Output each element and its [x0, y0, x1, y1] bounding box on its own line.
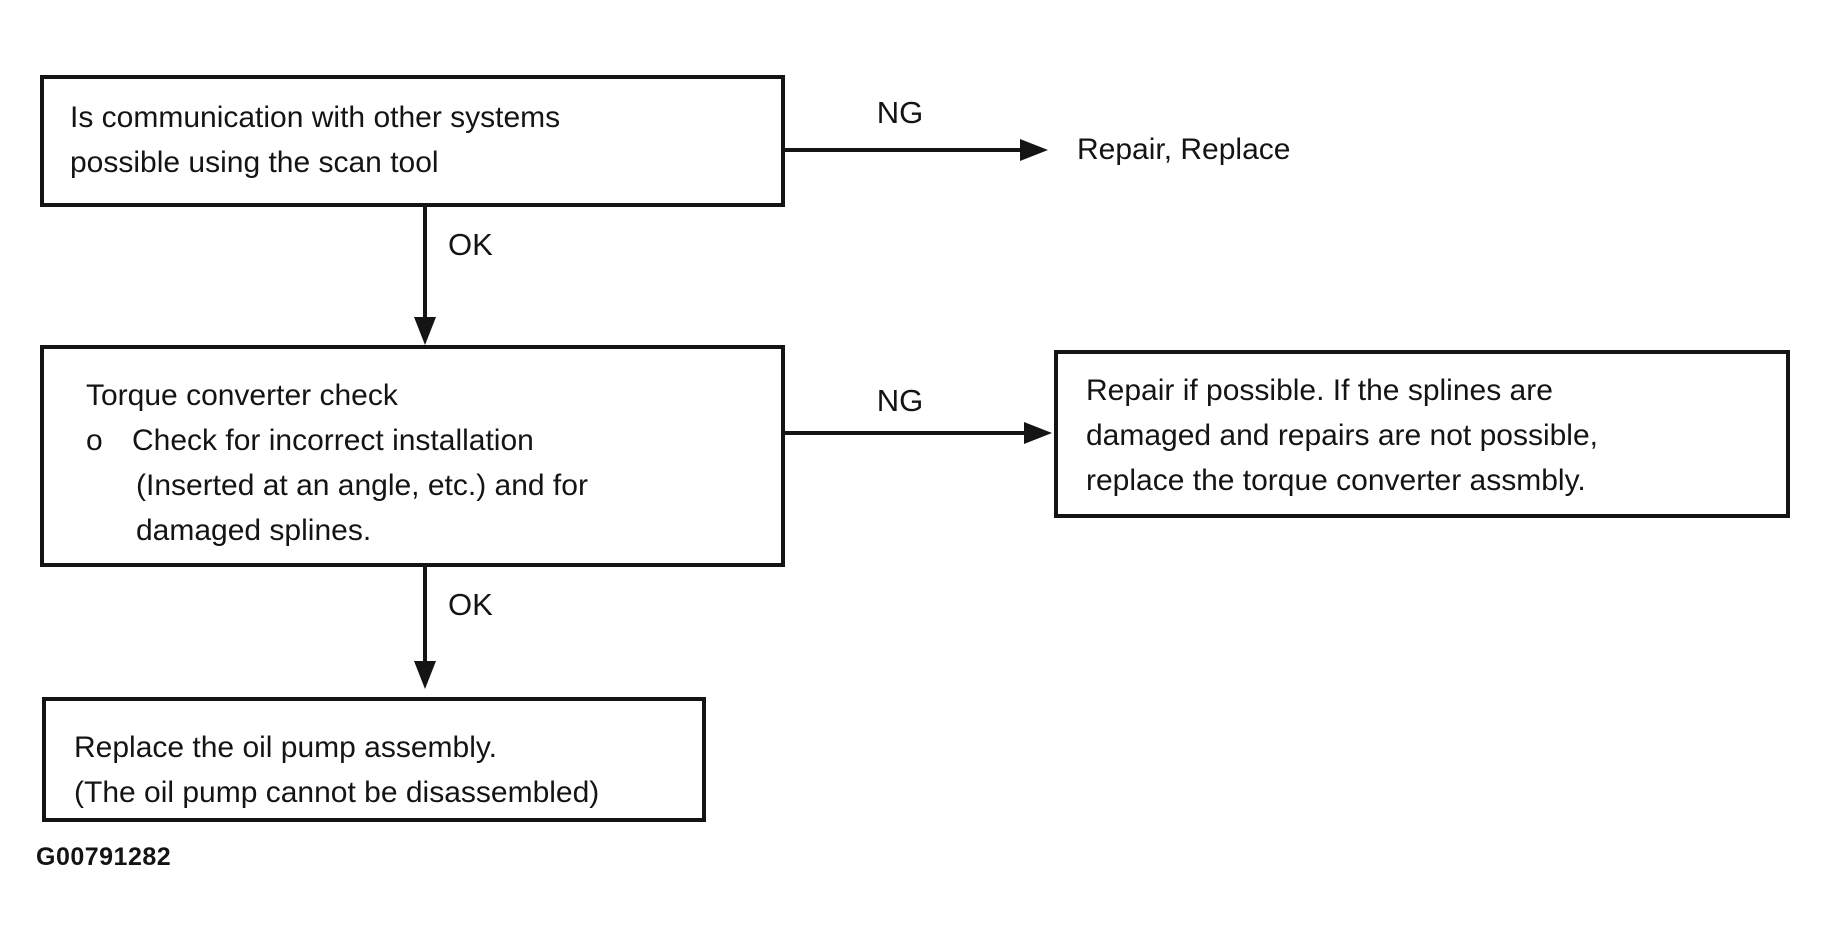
- step2-cont2: damaged splines.: [136, 514, 372, 547]
- arrowhead-right-icon: [1024, 422, 1052, 444]
- check-box-torque-converter: [40, 345, 785, 567]
- decision-box-scan-tool-communication: [40, 75, 785, 207]
- ng-label-2: NG: [876, 383, 924, 418]
- action-box-replace-oil-pump: [42, 697, 706, 822]
- step2-bullet-text: Check for incorrect installation: [132, 424, 534, 457]
- arrowhead-down-icon: [414, 661, 436, 689]
- ok-label-1: OK: [448, 227, 493, 262]
- ng-arrow-2-shaft: [785, 431, 1026, 435]
- step1-line2: possible using the scan tool: [70, 146, 439, 179]
- arrowhead-down-icon: [414, 317, 436, 345]
- ok-arrow-1-shaft: [423, 207, 427, 319]
- ng-label-1: NG: [876, 95, 924, 130]
- step3-line2: (The oil pump cannot be disassembled): [74, 776, 600, 809]
- ok-arrow-2-shaft: [423, 567, 427, 663]
- outcome-repair-replace: Repair, Replace: [1077, 133, 1291, 166]
- step3-line1: Replace the oil pump assembly.: [74, 731, 497, 764]
- outcome-box-repair-torque-converter: [1054, 350, 1790, 518]
- ok-label-2: OK: [448, 587, 493, 622]
- outcome2-line2: damaged and repairs are not possible,: [1086, 419, 1598, 452]
- figure-code: G00791282: [36, 843, 172, 871]
- ng-arrow-1-shaft: [785, 148, 1022, 152]
- step2-cont1: (Inserted at an angle, etc.) and for: [136, 469, 588, 502]
- outcome2-line3: replace the torque converter assmbly.: [1086, 464, 1586, 497]
- outcome2-line1: Repair if possible. If the splines are: [1086, 374, 1553, 407]
- step2-bullet-row: [86, 418, 771, 463]
- step2-title: Torque converter check: [86, 379, 398, 412]
- step2-bullet-marker: o: [86, 424, 103, 457]
- step1-line1: Is communication with other systems: [70, 101, 561, 134]
- arrowhead-right-icon: [1020, 139, 1048, 161]
